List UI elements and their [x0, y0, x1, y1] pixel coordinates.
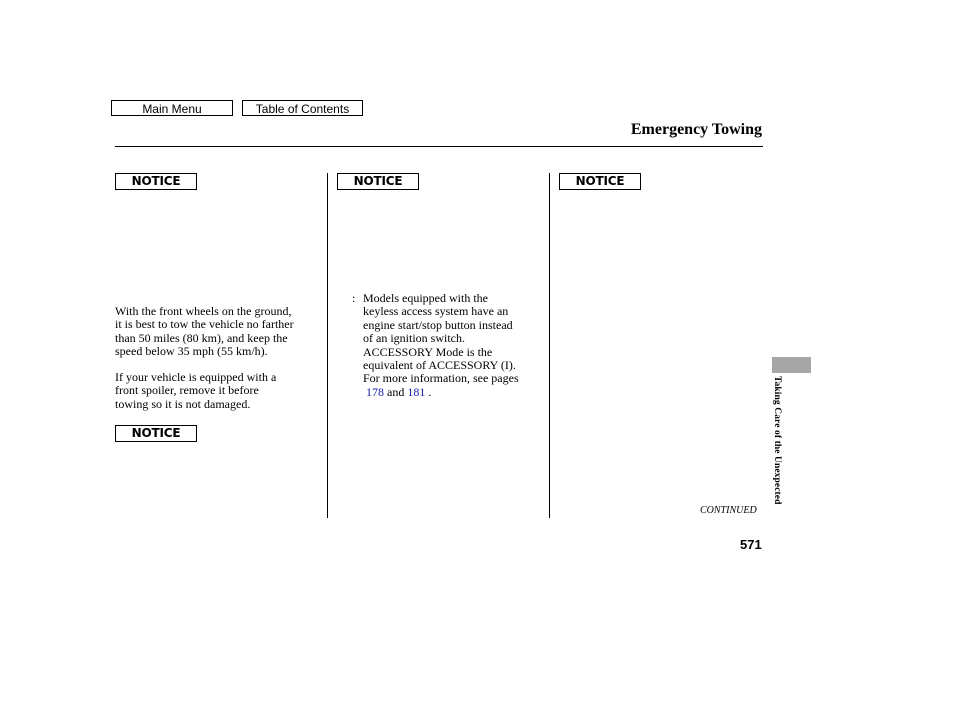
keyless-access-note [363, 292, 519, 399]
table-of-contents-button[interactable]: Table of Contents [242, 100, 363, 116]
text-line: speed below 35 mph (55 km/h). [115, 344, 268, 359]
text-line: engine start/stop button instead [363, 317, 513, 332]
text-line: than 50 miles (80 km), and keep the [115, 330, 288, 345]
note-marker: : [352, 291, 356, 305]
section-side-label: Taking Care of the Unexpected [772, 376, 782, 505]
column-divider [327, 173, 328, 518]
continued-label: CONTINUED [700, 505, 757, 516]
header-rule [115, 146, 763, 147]
text-line: it is best to tow the vehicle no farther [115, 317, 294, 332]
end-period: . [428, 384, 432, 399]
notice-label: NOTICE [115, 173, 197, 190]
page-number: 571 [740, 537, 762, 552]
notice-label: NOTICE [559, 173, 641, 190]
text-line: With the front wheels on the ground, [115, 304, 292, 318]
text-line: towing so it is not damaged. [115, 396, 251, 411]
text-line: Models equipped with the [363, 291, 488, 305]
page-title: Emergency Towing [630, 121, 762, 138]
notice-label: NOTICE [337, 173, 419, 190]
front-spoiler-paragraph [115, 371, 276, 411]
section-tab-marker [772, 357, 811, 373]
page-178-link[interactable]: 178 [366, 384, 384, 399]
text-line: For more information, see pages [363, 371, 519, 386]
towing-distance-paragraph [115, 305, 294, 359]
text-line: keyless access system have an [363, 304, 509, 319]
text-line: ACCESSORY Mode is the [363, 344, 493, 359]
page-links-line [363, 386, 519, 399]
page-181-link[interactable]: 181 [407, 384, 426, 399]
column-divider [549, 173, 550, 518]
text-line: equivalent of ACCESSORY (I). [363, 358, 516, 373]
text-line: of an ignition switch. [363, 331, 465, 346]
text-line: If your vehicle is equipped with a [115, 370, 277, 384]
notice-label: NOTICE [115, 425, 197, 442]
text-line: front spoiler, remove it before [115, 383, 259, 398]
main-menu-button[interactable]: Main Menu [111, 100, 233, 116]
and-text: and [387, 384, 405, 399]
